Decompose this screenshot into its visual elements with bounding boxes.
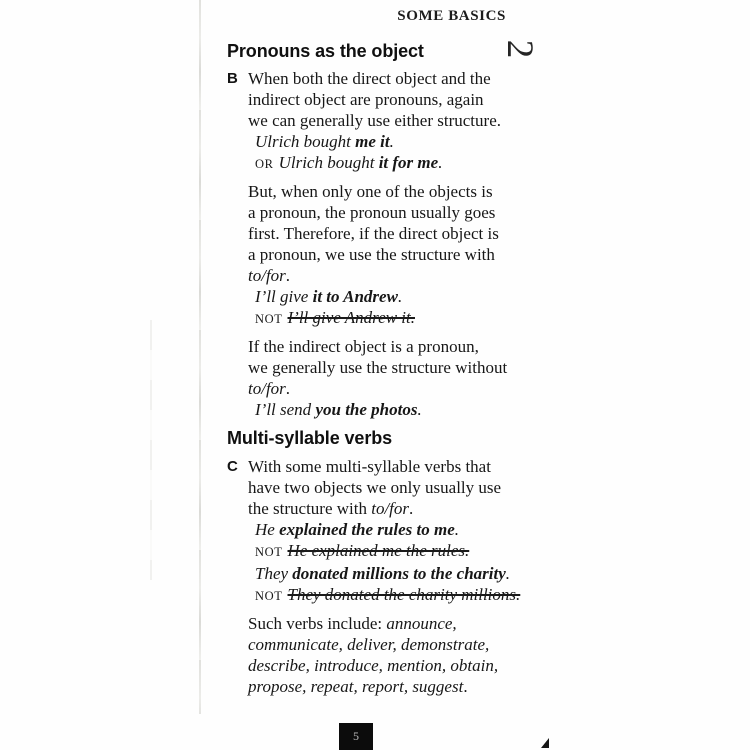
text-segment: donated millions to the charity	[292, 564, 506, 583]
body-line: have two objects we only usually use	[248, 478, 502, 497]
paragraph-label-B: B	[227, 70, 238, 87]
body-line: With some multi-syllable verbs that	[248, 457, 491, 476]
body-line: indirect object are pronouns, again	[248, 90, 484, 109]
text-segment: .	[389, 132, 394, 151]
paragraph-block-C	[227, 456, 527, 697]
text-segment: .	[438, 153, 443, 172]
text-segment: the structure with	[248, 499, 372, 518]
chapter-tab-number: 2	[499, 39, 540, 59]
example-sentence	[248, 519, 527, 540]
struck-text: They donated the charity millions.	[287, 585, 521, 604]
page-number-tab	[339, 723, 373, 750]
body-line	[248, 378, 527, 399]
text-segment: .	[285, 266, 291, 285]
body-line: we can generally use either structure.	[248, 111, 501, 130]
example-sentence-incorrect	[248, 584, 527, 607]
example-sentence	[248, 152, 527, 175]
example-sentence	[248, 399, 527, 420]
text-segment: announce,	[386, 614, 457, 633]
scan-smudge	[150, 320, 152, 580]
text-column	[227, 40, 527, 697]
text-segment: to/for	[371, 499, 410, 518]
body-line	[248, 676, 527, 697]
text-segment: to/for	[248, 379, 286, 398]
text-segment: it to Andrew	[312, 287, 398, 306]
body-line	[248, 498, 527, 519]
text-segment: .	[454, 520, 459, 539]
text-segment: I’ll give	[255, 287, 313, 306]
body-line: a pronoun, the pronoun usually goes	[248, 203, 496, 222]
struck-text: He explained me the rules.	[287, 541, 470, 560]
text-segment: Such verbs include:	[248, 614, 387, 633]
example-sentence-incorrect	[248, 307, 527, 330]
paragraph-label-C: C	[227, 458, 238, 475]
text-segment: it for me	[378, 153, 439, 172]
body-line: communicate, deliver, demonstrate,	[248, 635, 490, 654]
body-line: describe, introduce, mention, obtain,	[248, 656, 499, 675]
text-segment: I’ll send	[255, 400, 316, 419]
scan-corner-mark	[541, 738, 549, 748]
or-label: OR	[255, 157, 274, 171]
paragraph-block-B	[227, 68, 527, 420]
struck-text: I’ll give Andrew it.	[287, 308, 415, 327]
text-segment: me it	[355, 132, 390, 151]
text-segment: .	[285, 379, 291, 398]
body-line: a pronoun, we use the structure with	[248, 245, 495, 264]
body-line	[248, 613, 527, 634]
not-label: NOT	[255, 312, 283, 326]
page-number: 5	[353, 729, 359, 743]
body-line: If the indirect object is a pronoun,	[248, 337, 479, 356]
section-heading-pronouns-as-object: Pronouns as the object	[227, 41, 424, 61]
example-sentence	[248, 563, 527, 584]
text-segment: He	[255, 520, 280, 539]
text-segment: .	[409, 499, 414, 518]
text-segment: .	[417, 400, 422, 419]
text-segment: you the photos	[315, 400, 418, 419]
body-line: But, when only one of the objects is	[248, 182, 493, 201]
not-label: NOT	[255, 545, 283, 559]
body-line	[248, 265, 527, 286]
text-segment: .	[397, 287, 403, 306]
running-head: SOME BASICS	[397, 8, 506, 24]
body-line: When both the direct object and the	[248, 69, 491, 88]
section-heading-multi-syllable-verbs: Multi-syllable verbs	[227, 428, 393, 448]
text-segment: explained the rules to me	[279, 520, 455, 539]
text-segment: .	[463, 677, 468, 696]
text-segment: to/for	[248, 266, 286, 285]
body-line: we generally use the structure without	[248, 358, 508, 377]
text-segment: Ulrich bought	[278, 153, 379, 172]
body-line: first. Therefore, if the direct object is	[248, 224, 499, 243]
text-segment: propose, repeat, report, suggest	[248, 677, 464, 696]
text-segment: .	[505, 564, 511, 583]
scan-page-edge-line	[199, 0, 201, 714]
example-sentence	[248, 131, 527, 152]
example-sentence-incorrect	[248, 540, 527, 563]
text-segment: They	[255, 564, 293, 583]
example-sentence	[248, 286, 527, 307]
text-segment: Ulrich bought	[255, 132, 356, 151]
not-label: NOT	[255, 589, 283, 603]
